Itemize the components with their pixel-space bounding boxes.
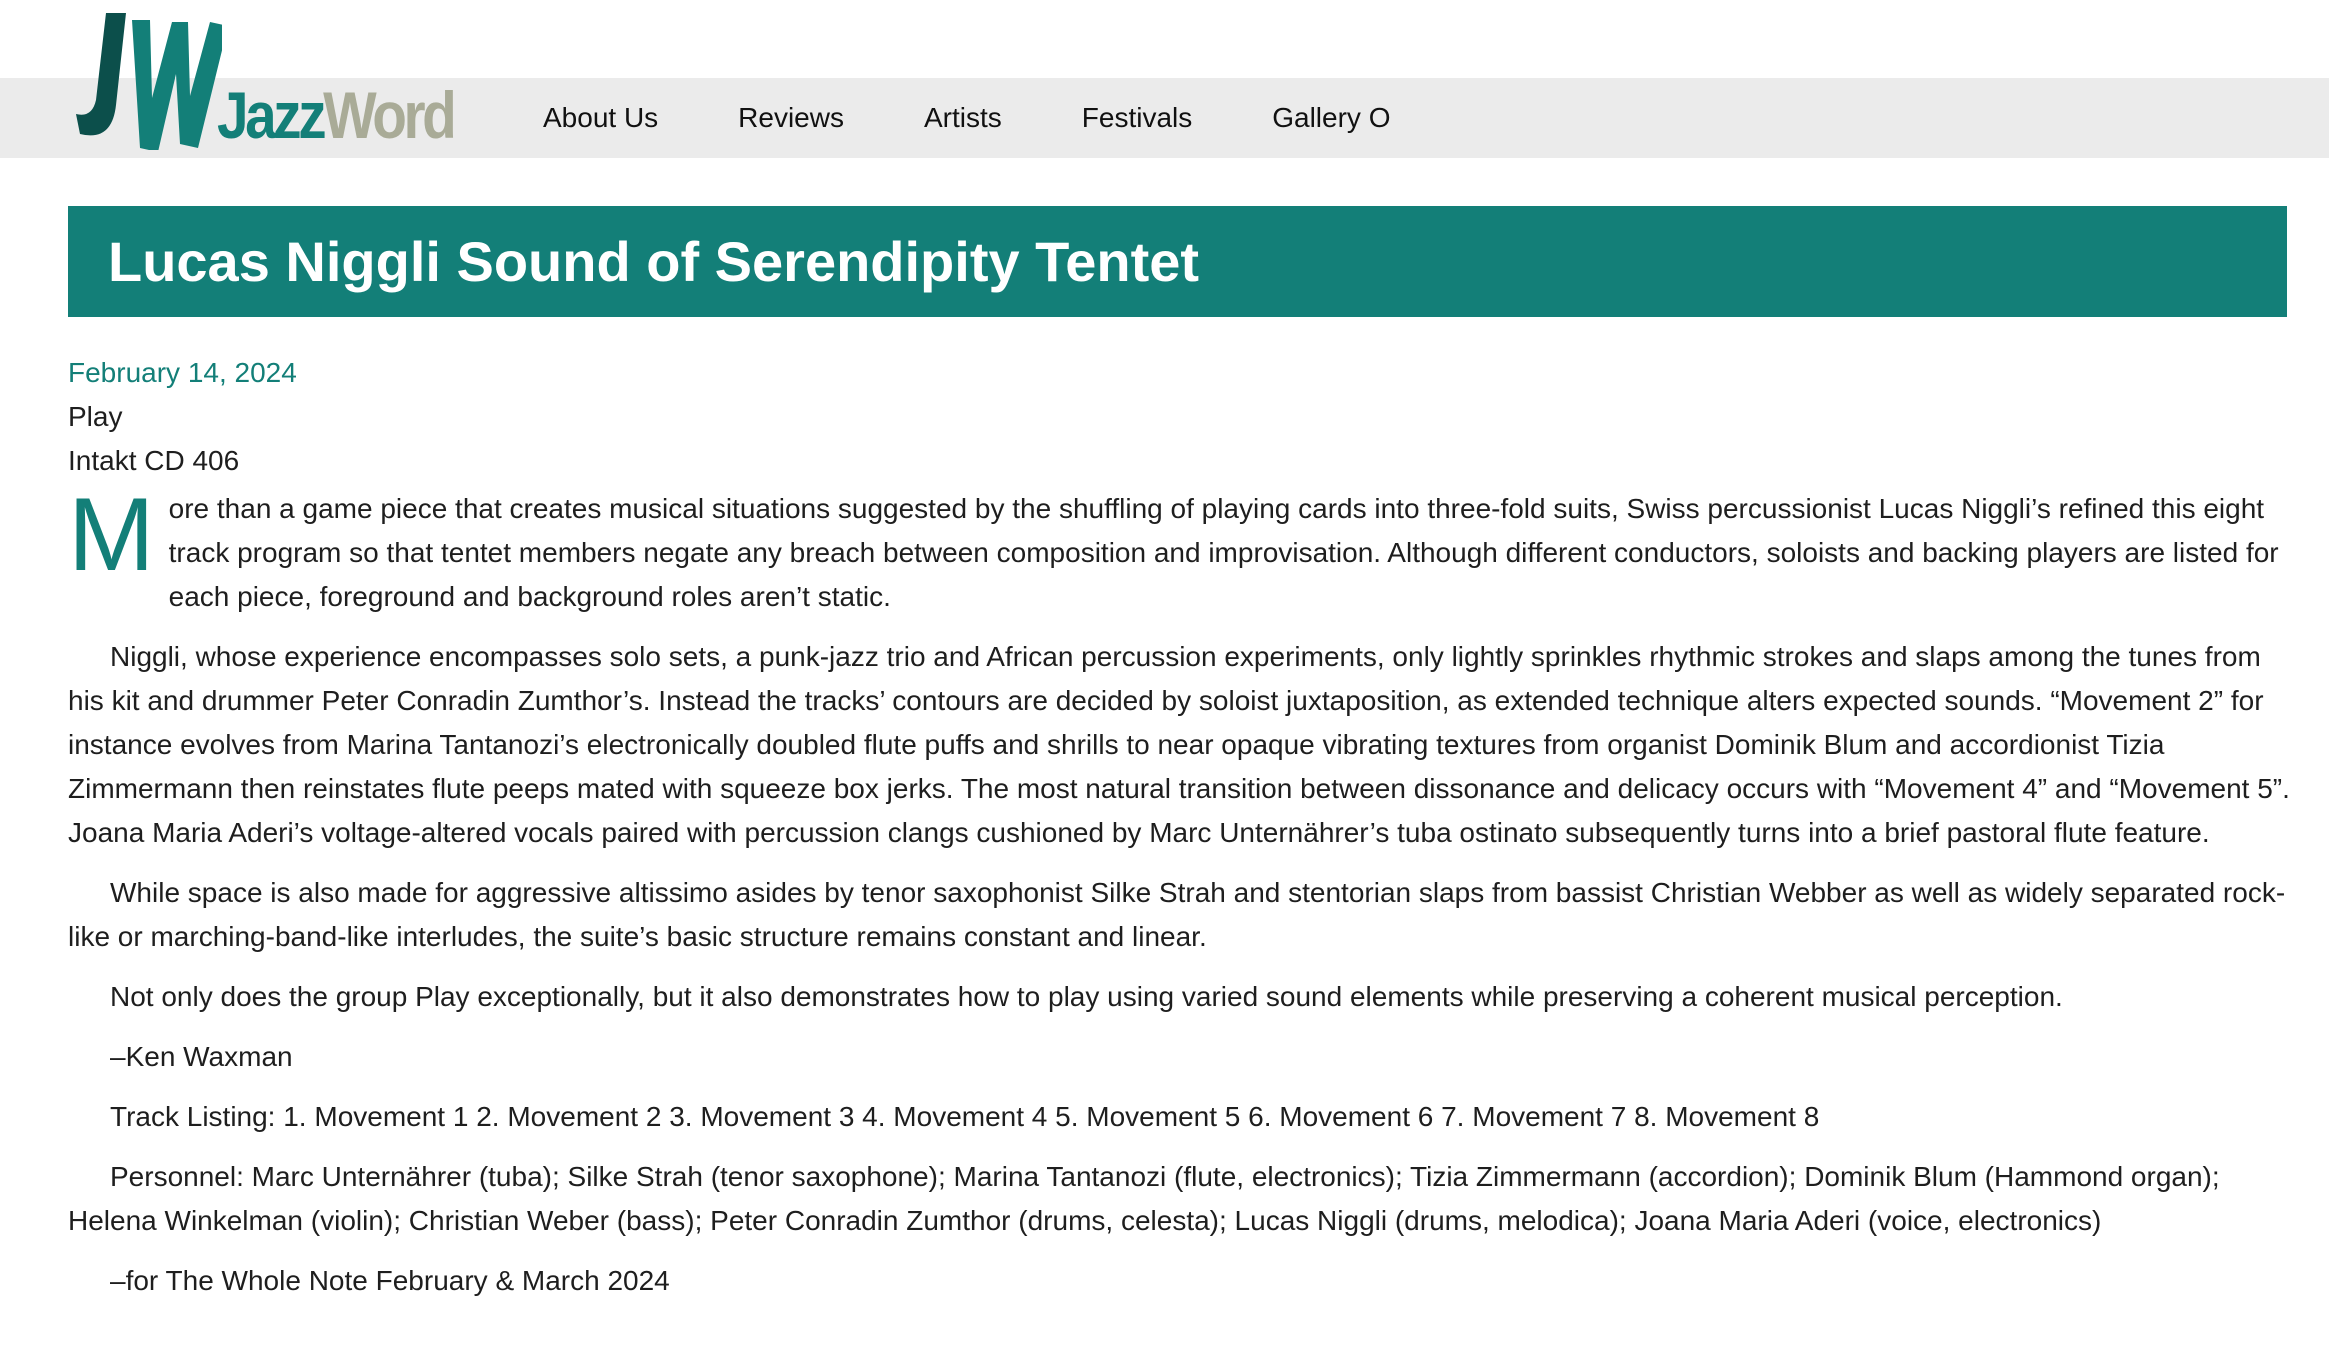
paragraph-1-text: ore than a game piece that creates musical situations suggested by the shuffling of playing cards into three-fold suits, Swiss percussionist Lucas Niggli’s refined this eight track program so that tentet members negate any breach between composition and improvisation. Although different conductors, soloists and backing players are listed for each piece, foreground and background roles aren’t static. (168, 493, 2279, 612)
paragraph-3: While space is also made for aggressive altissimo asides by tenor saxophonist Silke Strah and stentorian slaps from bassist Christian Webber as well as widely separated rock-like or marching-band-like interludes, the suite’s basic structure remains constant and linear. (68, 877, 2286, 952)
page-title: Lucas Niggli Sound of Serendipity Tentet (108, 230, 1200, 293)
publication-credit: –for The Whole Note February & March 2024 (110, 1265, 670, 1296)
title-banner (68, 206, 2287, 317)
paragraph-4: Not only does the group Play exceptionally, but it also demonstrates how to play using varied sound elements while preserving a coherent musical perception. (110, 981, 2063, 1012)
nav-gallery[interactable]: Gallery O (1272, 102, 1391, 133)
site-logo[interactable] (72, 10, 452, 160)
logo-wordmark (217, 78, 454, 152)
jw-logo-mark (72, 10, 222, 150)
main-nav (543, 78, 1470, 158)
nav-artists[interactable]: Artists (923, 102, 1002, 133)
album-label: Intakt CD 406 (68, 445, 240, 476)
paragraph-1 (68, 477, 2290, 619)
nav-festivals[interactable]: Festivals (1081, 102, 1193, 133)
logo-word: Word (323, 78, 454, 152)
reviewer-signature: –Ken Waxman (110, 1041, 293, 1072)
drop-cap: M (68, 477, 155, 593)
album-title: Play (68, 401, 123, 432)
personnel: Personnel: Marc Unternährer (tuba); Silke Strah (tenor saxophone); Marina Tantanozi (flute, electronics); Tizia Zimmermann (accordion); Dominik Blum (Hammond organ); Helena Winkelman (violin); Christian Weber (bass); Peter Conradin Zumthor (drums, celesta); Lucas Niggli (drums, melodica); Joana Maria Aderi (voice, electronics) (68, 1161, 2220, 1236)
logo-jazz: Jazz (217, 78, 324, 152)
article-body (68, 351, 2290, 1319)
paragraph-2: Niggli, whose experience encompasses solo sets, a punk-jazz trio and African percussion experiments, only lightly sprinkles rhythmic strokes and slaps among the tunes from his kit and drummer Peter Conradin Zumthor’s. Instead the tracks’ contours are decided by soloist juxtaposition, as extended technique alters expected sounds. “Movement 2” for instance evolves from Marina Tantanozi’s electronically doubled flute puffs and shrills to near opaque vibrating textures from organist Dominik Blum and accordionist Tizia Zimmermann then reinstates flute peeps mated with squeeze box jerks. The most natural transition between dissonance and delicacy occurs with “Movement 4” and “Movement 5”. Joana Maria Aderi’s voltage-altered vocals paired with percussion clangs cushioned by Marc Unternährer’s tuba ostinato subsequently turns into a brief pastoral flute feature. (68, 641, 2290, 848)
track-listing: Track Listing: 1. Movement 1 2. Movement 2 3. Movement 3 4. Movement 4 5. Movement 5 6. Movement 6 7. Movement 7 8. Movement 8 (110, 1101, 1820, 1132)
nav-about-us[interactable]: About Us (543, 102, 659, 133)
nav-reviews[interactable]: Reviews (738, 102, 844, 133)
post-date: February 14, 2024 (68, 357, 297, 388)
